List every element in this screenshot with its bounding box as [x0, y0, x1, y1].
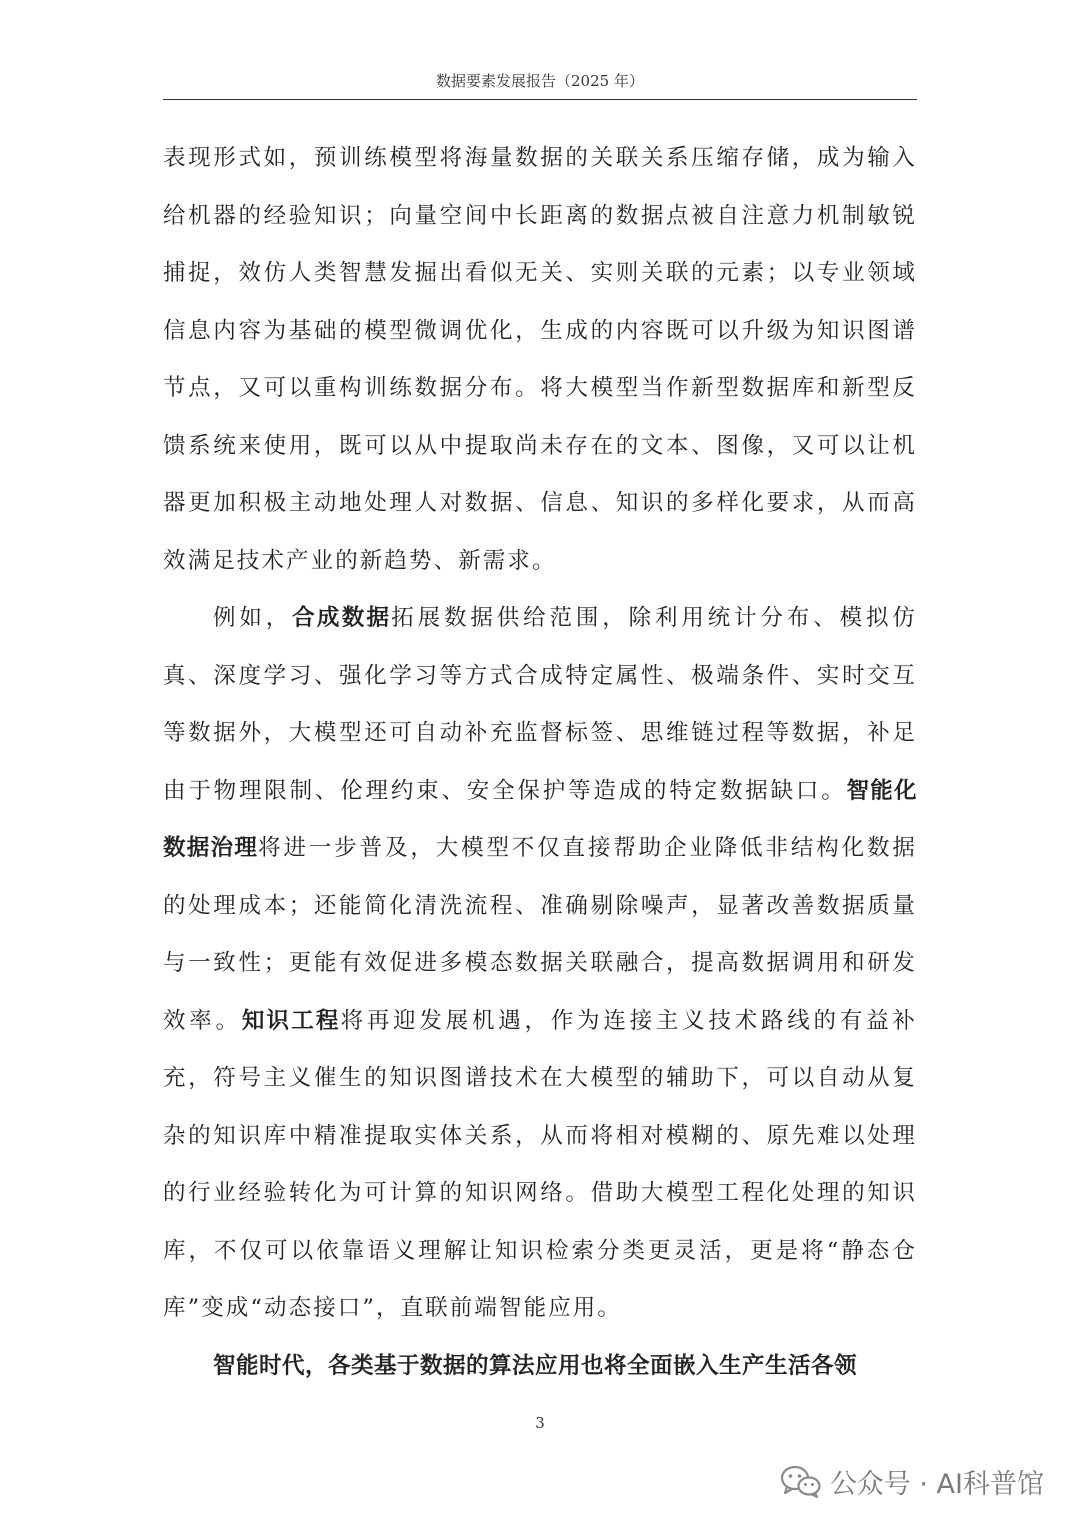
- watermark: [780, 1462, 1044, 1501]
- paragraph-2-text-1: 拓展数据供给范围，除利用统计分布、模拟仿真、深度学习、强化学习等方式合成特定属性、极端条件、实时交互等数据外，大模型还可自动补充监督标签、思维链过程等数据，补足由于物理限制、伦理约束、安全保护等造成的特定数据缺口。: [163, 605, 917, 804]
- paragraph-2-text-2: 将进一步普及，大模型不仅直接帮助企业降低非结构化数据的处理成本；还能简化清洗流程、准确剔除噪声，显著改善数据质量与一致性；更能有效促进多模态数据关联融合，提高数据调用和研发效率。: [163, 835, 917, 1034]
- page-number: 3: [535, 1414, 545, 1432]
- watermark-text: 公众号 · AI科普馆: [829, 1469, 1044, 1500]
- header-divider: [163, 99, 917, 100]
- paragraph-2-text-3: 将再迎发展机遇，作为连接主义技术路线的有益补充，符号主义催生的知识图谱技术在大模型的辅助下，可以自动从复杂的知识库中精准提取实体关系，从而将相对模糊的、原先难以处理的行业经验转化为可计算的知识网络。借助大模型工程化处理的知识库，不仅可以依靠语义理解让知识检索分类更灵活，更是将“静态仓库”变成“动态接口”，直联前端智能应用。: [163, 1007, 917, 1321]
- paragraph-2: [163, 590, 917, 1338]
- wechat-icon: [780, 1465, 822, 1499]
- term-knowledge-engineering: 知识工程: [241, 1007, 341, 1034]
- document-body: [163, 130, 917, 1395]
- paragraph-3: 智能时代，各类基于数据的算法应用也将全面嵌入生产生活各领: [213, 1352, 858, 1379]
- term-synthetic-data: 合成数据: [292, 605, 392, 631]
- page-header: 数据要素发展报告（2025 年）: [436, 72, 644, 90]
- paragraph-2-lead: 例如，: [213, 605, 293, 631]
- term-intelligent-data-governance: 智能化数据治理: [163, 777, 917, 861]
- paragraph-1: 表现形式如，预训练模型将海量数据的关联关系压缩存储，成为输入给机器的经验知识；向量空间中长距离的数据点被自注意力机制敏锐捕捉，效仿人类智慧发掘出看似无关、实则关联的元素；以专业领域信息内容为基础的模型微调优化，生成的内容既可以升级为知识图谱节点，又可以重构训练数据分布。将大模型当作新型数据库和新型反馈系统来使用，既可以从中提取尚未存在的文本、图像，又可以让机器更加积极主动地处理人对数据、信息、知识的多样化要求，从而高效满足技术产业的新趋势、新需求。: [163, 145, 917, 574]
